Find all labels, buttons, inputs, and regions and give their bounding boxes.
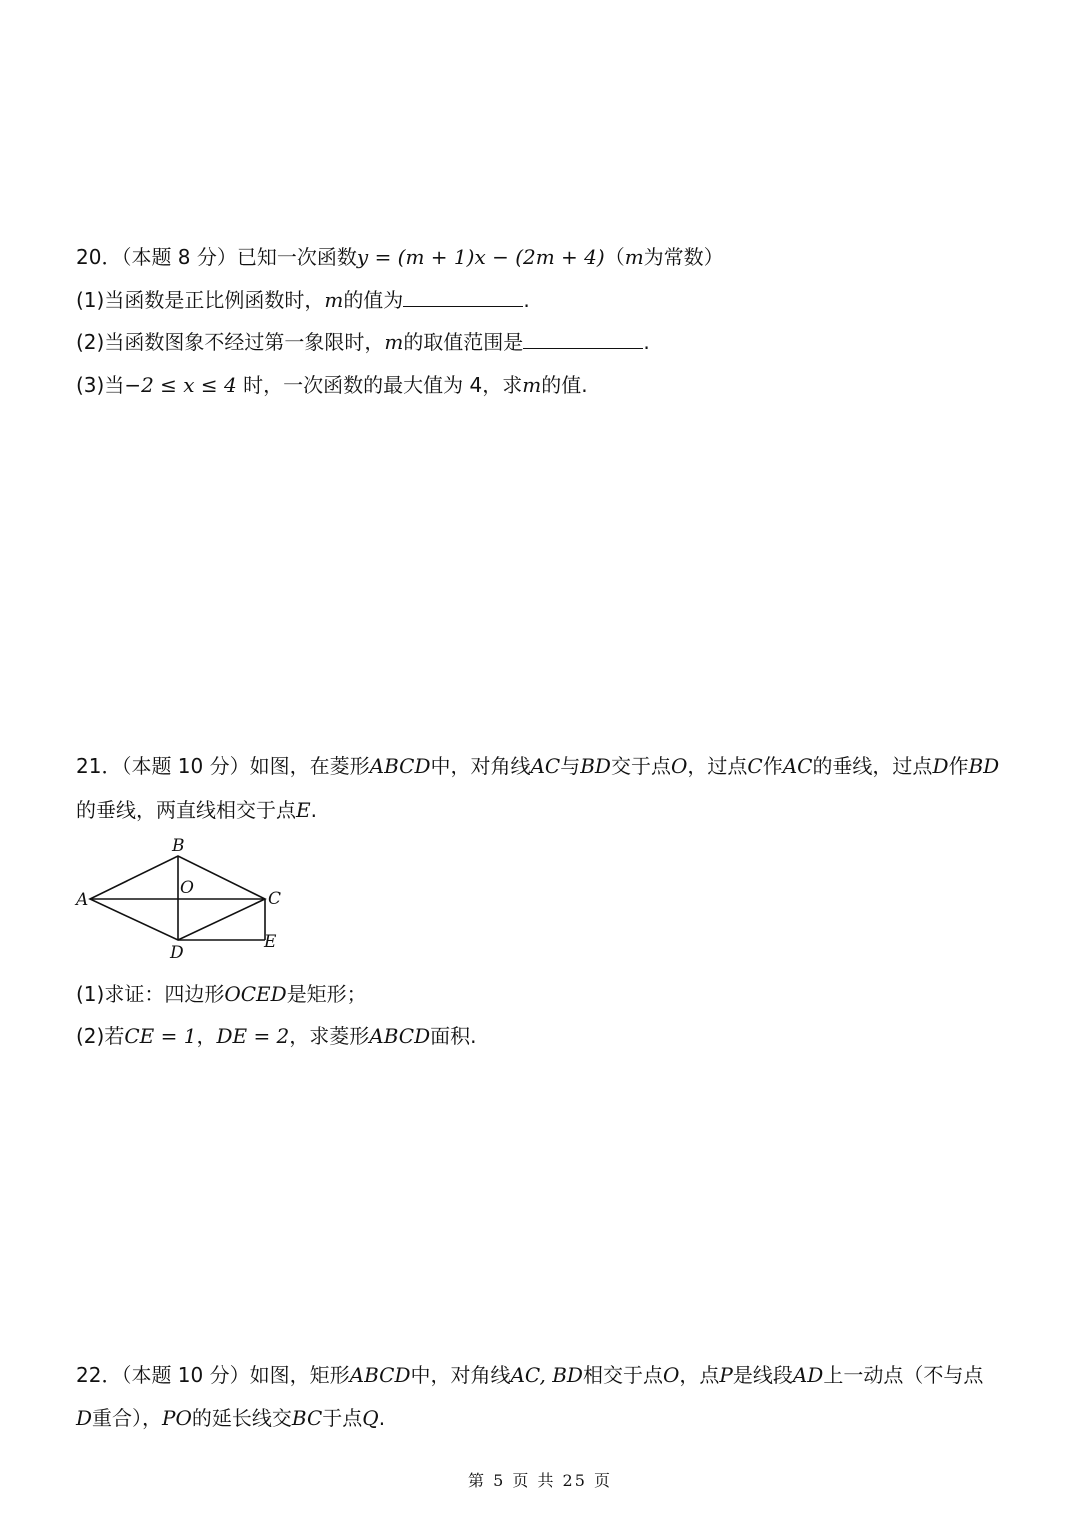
q20-answer-blank-2[interactable] — [523, 328, 643, 349]
q22-number: 22． — [76, 1363, 122, 1387]
q22-stem-line1: 22．（本题 10 分）如图，矩形ABCD中，对角线AC, BD相交于点O，点P是线段AD上一动点（不与点 — [76, 1363, 984, 1387]
q21-part2: (2)若CE = 1，DE = 2，求菱形ABCD面积. — [76, 1024, 477, 1048]
page-footer: 第 5 页 共 25 页 — [468, 1471, 612, 1490]
q21-number: 21． — [76, 754, 122, 778]
q20-stem: 20．（本题 8 分）已知一次函数y = (m + 1)x − (2m + 4)（m为常数） — [76, 245, 724, 269]
q22-stem-line2: D重合），PO的延长线交BC于点Q. — [76, 1406, 386, 1430]
q20-part2: (2)当函数图象不经过第一象限时，m的取值范围是 . — [76, 330, 650, 354]
label-o: O — [180, 878, 194, 898]
q20-inequality: −2 ≤ x ≤ 4 — [124, 373, 237, 397]
q20-score: （本题 8 分） — [121, 245, 237, 269]
q20-part1: (1)当函数是正比例函数时，m的值为 . — [76, 288, 530, 312]
q21-part1: (1)求证：四边形OCED是矩形； — [76, 982, 367, 1006]
label-c: C — [268, 889, 282, 909]
q20-number: 20． — [76, 245, 122, 269]
q22-score: （本题 10 分） — [121, 1363, 250, 1387]
label-a: A — [76, 890, 89, 910]
q21-stem-line1: 21．（本题 10 分）如图，在菱形ABCD中，对角线AC与BD交于点O，过点C作AC的垂线，过点D作BD — [76, 754, 1000, 778]
label-e: E — [264, 932, 277, 952]
q20-formula: y = (m + 1)x − (2m + 4) — [356, 245, 605, 269]
label-d: D — [170, 943, 184, 963]
rhombus-diagram — [72, 830, 292, 965]
rhombus-figure — [72, 830, 292, 965]
q20-part3: (3)当−2 ≤ x ≤ 4 时，一次函数的最大值为 4，求m的值. — [76, 373, 588, 397]
q21-stem-line2: 的垂线，两直线相交于点E. — [76, 798, 317, 822]
q20-answer-blank-1[interactable] — [403, 286, 523, 307]
label-b: B — [172, 836, 185, 856]
q21-score: （本题 10 分） — [121, 754, 250, 778]
